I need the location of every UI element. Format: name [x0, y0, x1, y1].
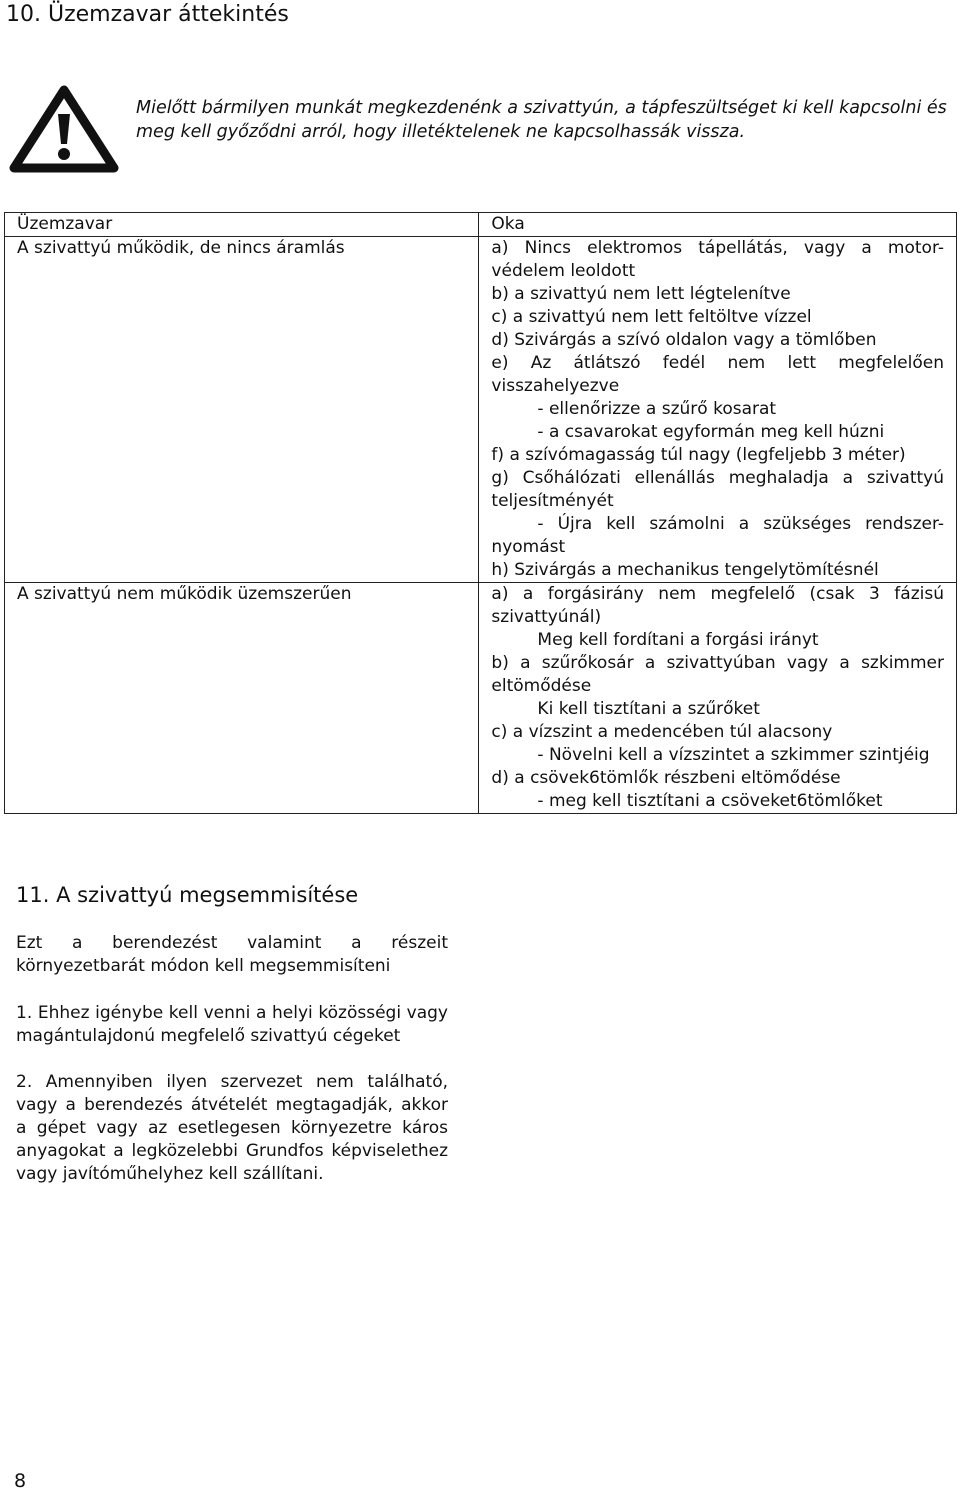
- cause-line: h) Szivárgás a mechanikus tengelytömítésnél: [491, 560, 879, 580]
- cause-line: g) Csőhálózati ellenállás meghaladja a szivattyú teljesítményét: [491, 468, 944, 511]
- cause-line: c) a vízszint a medencében túl alacsony: [491, 722, 833, 742]
- warning-triangle-icon: [8, 84, 120, 174]
- header-cause: Oka: [479, 213, 957, 237]
- cause-line: Meg kell fordítani a forgási irányt: [537, 630, 819, 650]
- table-header-row: [5, 213, 957, 237]
- section-heading: 11. A szivattyú megsemmisítése: [16, 883, 359, 907]
- cause-line: b) a szűrőkosár a szivattyúban vagy a szkimmer eltömődése: [491, 653, 944, 696]
- cause-line: - Újra kell számolni a szükséges rendszer- nyomást: [491, 514, 944, 557]
- cause-line: - meg kell tisztítani a csöveket6tömlőket: [537, 791, 883, 811]
- cause-line: f) a szívómagasság túl nagy (legfeljebb 3 méter): [491, 445, 906, 465]
- page-number: 8: [14, 1470, 27, 1492]
- cause-cell: [479, 237, 957, 583]
- cause-cell: [479, 583, 957, 814]
- cause-line: b) a szivattyú nem lett légtelenítve: [491, 284, 791, 304]
- section-item-2: 2. Amennyiben ilyen szervezet nem található, vagy a berendezés átvételét megtagadják, akkor a gépet vagy az esetlegesen környezetre káros anyagokat a legközelebbi Grundfos képviselethez vagy javítóműhelyhez kell szállítani.: [16, 1072, 448, 1184]
- fault-table: [4, 212, 957, 814]
- section-intro: Ezt a berendezést valamint a részeit környezetbarát módon kell megsemmisíteni: [16, 933, 448, 976]
- cause-line: d) a csövek6tömlők részbeni eltömődése: [491, 768, 841, 788]
- header-fault: Üzemzavar: [5, 213, 479, 237]
- fault-cell: A szivattyú működik, de nincs áramlás: [5, 237, 479, 583]
- cause-line: d) Szivárgás a szívó oldalon vagy a tömlőben: [491, 330, 877, 350]
- cause-line: - Növelni kell a vízszintet a szkimmer szintjéig: [537, 745, 930, 765]
- cause-line: a) Nincs elektromos tápellátás, vagy a motor- védelem leoldott: [491, 238, 944, 281]
- section-item-1: 1. Ehhez igénybe kell venni a helyi közösségi vagy magántulajdonú megfelelő szivattyú cégeket: [16, 1003, 448, 1046]
- table-row: [5, 583, 957, 814]
- cause-line: e) Az átlátszó fedél nem lett megfelelően visszahelyezve: [491, 353, 944, 396]
- page-title: 10. Üzemzavar áttekintés: [6, 2, 289, 27]
- fault-cell: A szivattyú nem működik üzemszerűen: [5, 583, 479, 814]
- cause-line: Ki kell tisztítani a szűrőket: [537, 699, 760, 719]
- cause-line: - a csavarokat egyformán meg kell húzni: [537, 422, 885, 442]
- warning-text: Mielőtt bármilyen munkát megkezdenénk a szivattyún, a tápfeszültséget ki kell kapcsolni és meg kell győződni arról, hogy illetéktelenek ne kapcsolhassák vissza.: [136, 98, 947, 142]
- table-row: [5, 237, 957, 583]
- cause-line: - ellenőrizze a szűrő kosarat: [537, 399, 777, 419]
- cause-line: c) a szivattyú nem lett feltöltve vízzel: [491, 307, 812, 327]
- cause-line: a) a forgásirány nem megfelelő (csak 3 fázisú szivattyúnál): [491, 584, 944, 627]
